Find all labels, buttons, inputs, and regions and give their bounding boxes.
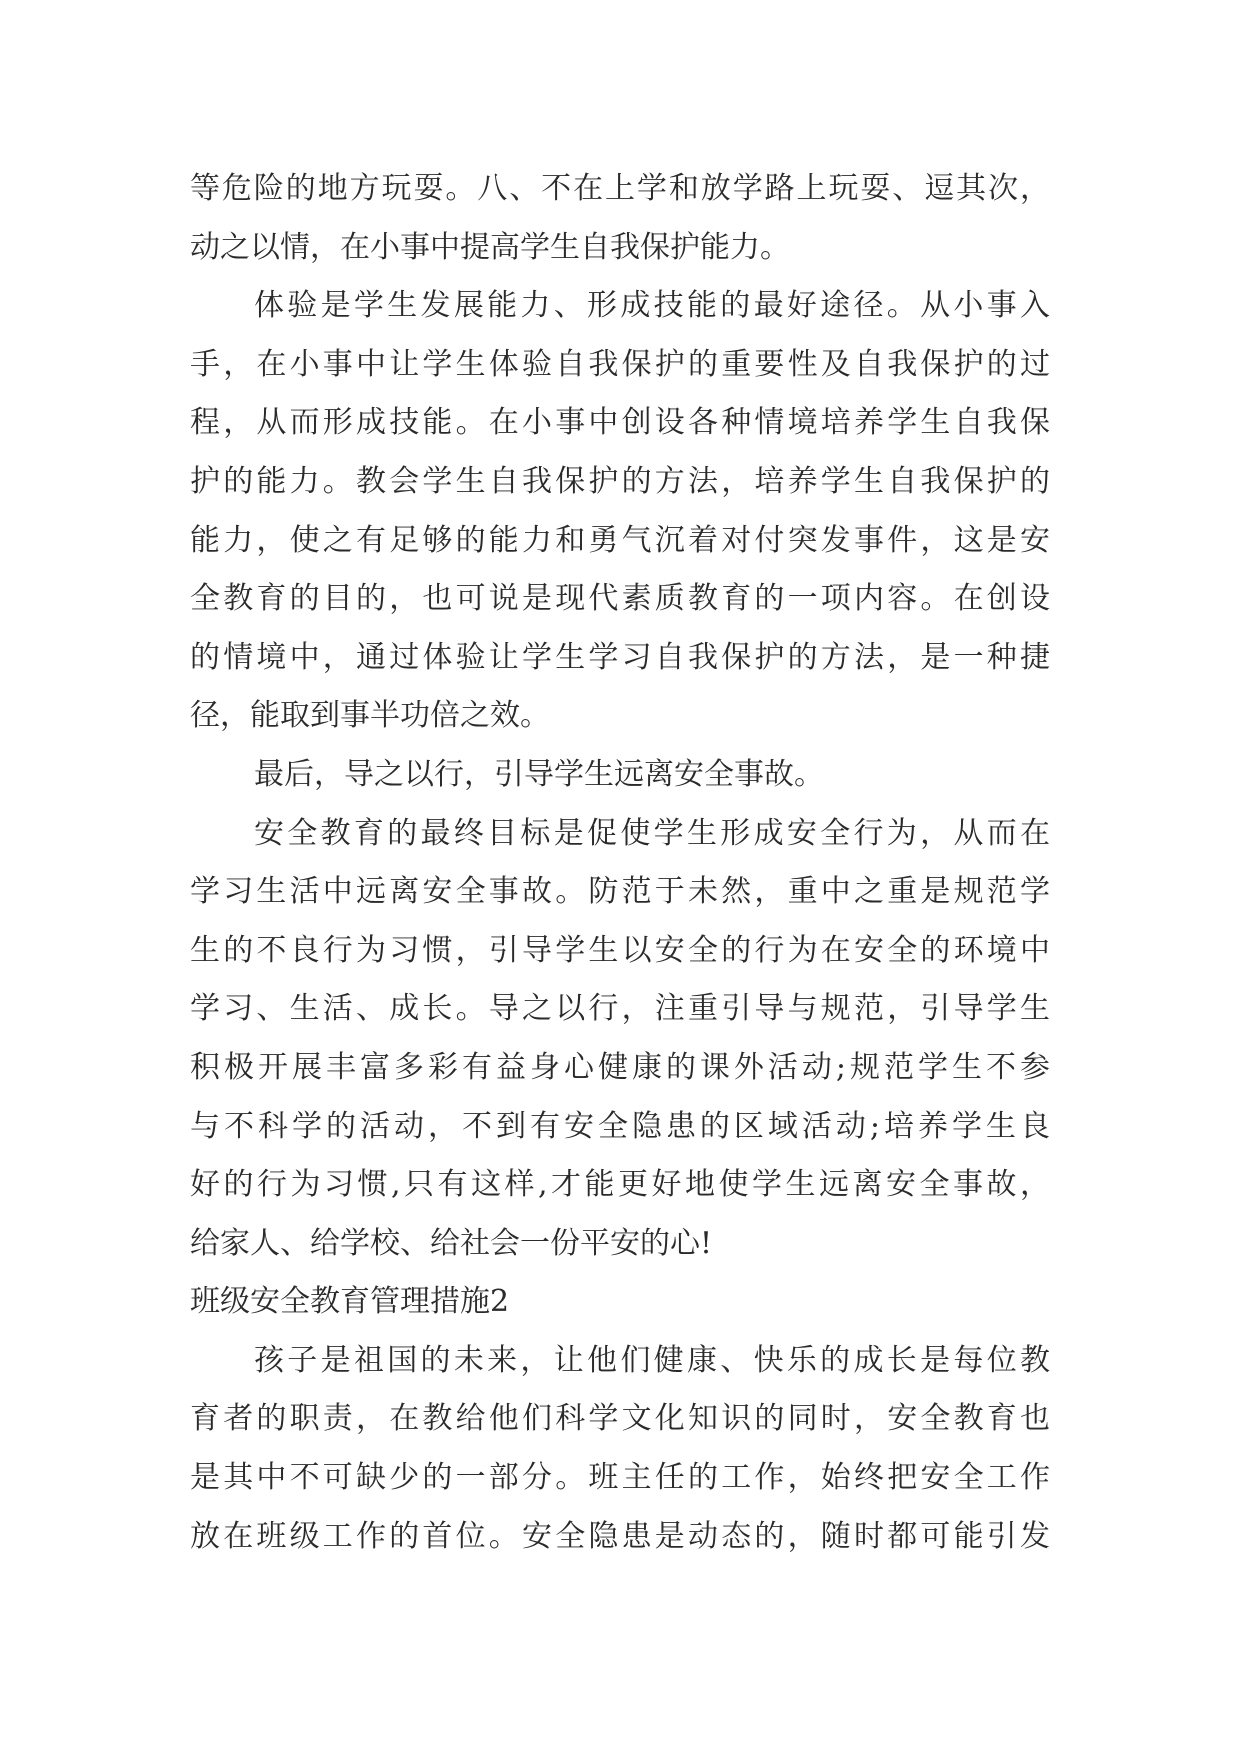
- text-line: 护的能力。教会学生自我保护的方法，培养学生自我保护的: [190, 463, 1050, 499]
- text-line: 径，能取到事半功倍之效。: [190, 698, 550, 734]
- text-line: 最后，导之以行，引导学生远离安全事故。: [254, 756, 824, 792]
- text-line: 给家人、给学校、给社会一份平安的心!: [190, 1225, 713, 1261]
- text-line: 好的行为习惯,只有这样,才能更好地使学生远离安全事故，: [190, 1167, 1050, 1203]
- document-body: [190, 160, 1050, 1566]
- text-line: 体验是学生发展能力、形成技能的最好途径。从小事入: [254, 288, 1050, 324]
- text-line: 孩子是祖国的未来，让他们健康、快乐的成长是每位教: [254, 1342, 1050, 1378]
- text-line: 程，从而形成技能。在小事中创设各种情境培养学生自我保: [190, 405, 1050, 441]
- text-line: 动之以情，在小事中提高学生自我保护能力。: [190, 229, 790, 265]
- text-line: 的情境中，通过体验让学生学习自我保护的方法，是一种捷: [190, 639, 1050, 675]
- text-line: 学习、生活、成长。导之以行，注重引导与规范，引导学生: [190, 991, 1050, 1027]
- text-line: 等危险的地方玩耍。八、不在上学和放学路上玩耍、逗其次，: [190, 171, 1050, 206]
- section-heading: 班级安全教育管理措施2: [190, 1284, 510, 1320]
- text-line: 安全教育的最终目标是促使学生形成安全行为，从而在: [254, 815, 1050, 851]
- text-line: 放在班级工作的首位。安全隐患是动态的，随时都可能引发: [190, 1518, 1050, 1554]
- text-line: 全教育的目的，也可说是现代素质教育的一项内容。在创设: [190, 581, 1050, 617]
- text-line: 积极开展丰富多彩有益身心健康的课外活动;规范学生不参: [190, 1049, 1050, 1085]
- text-line: 生的不良行为习惯，引导学生以安全的行为在安全的环境中: [190, 932, 1050, 968]
- text-line: 是其中不可缺少的一部分。班主任的工作，始终把安全工作: [190, 1460, 1050, 1496]
- text-line: 与不科学的活动，不到有安全隐患的区域活动;培养学生良: [190, 1108, 1050, 1144]
- text-line: 育者的职责，在教给他们科学文化知识的同时，安全教育也: [190, 1401, 1050, 1437]
- text-line: 能力，使之有足够的能力和勇气沉着对付突发事件，这是安: [190, 522, 1050, 558]
- text-line: 手，在小事中让学生体验自我保护的重要性及自我保护的过: [190, 346, 1050, 382]
- text-line: 学习生活中远离安全事故。防范于未然，重中之重是规范学: [190, 874, 1050, 910]
